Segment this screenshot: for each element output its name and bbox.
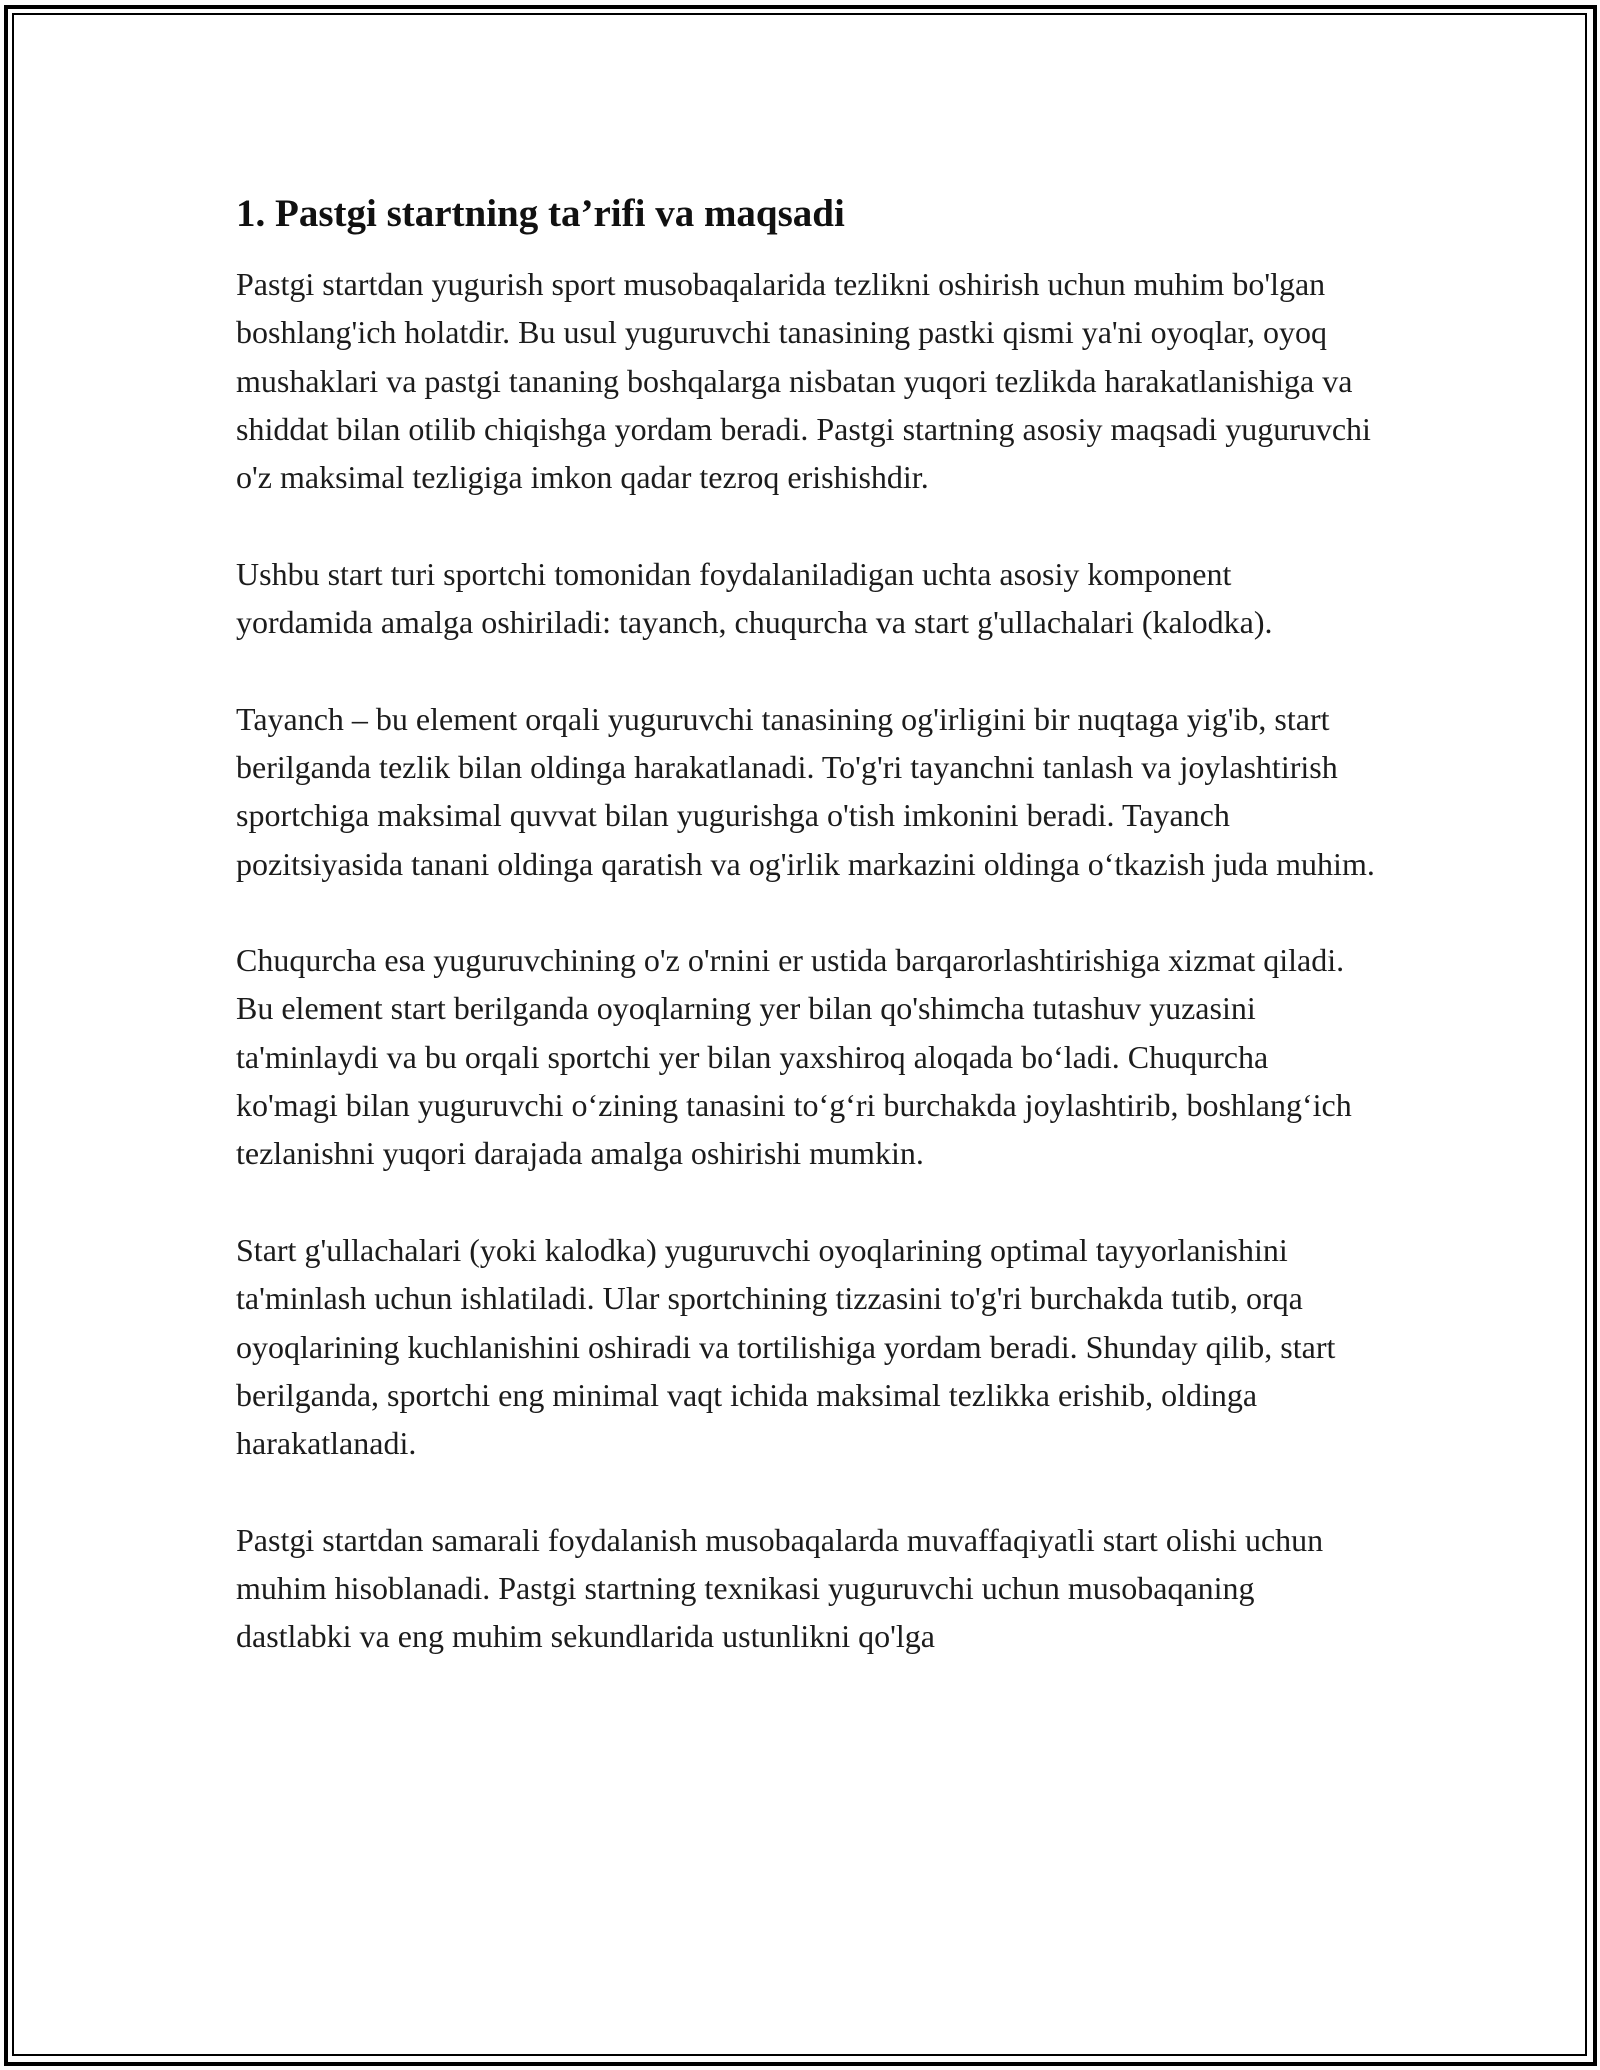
paragraph-chuqurcha: Chuqurcha esa yuguruvchining o'z o'rnini er ustida barqarorlashtirishiga xizmat qiladi. Bu element start berilganda oyoqlarning yer bilan qo'shimcha tutashuv yuzasini ta'minlaydi va bu orqali sportchi yer bilan yaxshiroq aloqada boʻladi. Chuqurcha ko'magi bilan yuguruvchi oʻzining tanasini toʻgʻri burchakda joylashtirib, boshlangʻich tezlanishni yuqori darajada amalga oshirishi mumkin. bbox=[236, 942, 1352, 1172]
section-heading: 1. Pastgi startning ta’rifi va maqsadi bbox=[236, 192, 845, 235]
paragraph-kalodka: Start g'ullachalari (yoki kalodka) yuguruvchi oyoqlarining optimal tayyorlanishini ta'minlash uchun ishlatiladi. Ular sportchining tizzasini to'g'ri burchakda tutib, orqa oyoqlarining kuchlanishini oshiradi va tortilishiga yordam beradi. Shunday qilib, start berilganda, sportchi eng minimal vaqt ichida maksimal tezlikka erishib, oldinga harakatlanadi. bbox=[236, 1231, 1336, 1462]
paragraph-conclusion: Pastgi startdan samarali foydalanish musobaqalarda muvaffaqiyatli start olishi uchun muhim hisoblanadi. Pastgi startning texnikasi yuguruvchi uchun musobaqaning dastlabki va eng muhim sekundlarida ustunlikni qo'lga bbox=[236, 1521, 1324, 1655]
paragraph-tayanch: Tayanch – bu element orqali yuguruvchi tanasining og'irligini bir nuqtaga yig'ib, start berilganda tezlik bilan oldinga harakatlanadi. To'g'ri tayanchni tanlash va joylashtirish sportchiga maksimal quvvat bilan yugurishga o'tish imkonini beradi. Tayanch pozitsiyasida tanani oldinga qaratish va og'irlik markazini oldinga oʻtkazish juda muhim. bbox=[236, 700, 1375, 882]
document-body bbox=[236, 186, 1376, 1661]
paragraph-definition: Pastgi startdan yugurish sport musobaqalarida tezlikni oshirish uchun muhim bo'lgan boshlang'ich holatdir. Bu usul yuguruvchi tanasining pastki qismi ya'ni oyoqlar, oyoq mushaklari va pastgi tananing boshqalarga nisbatan yuqori tezlikda harakatlanishiga va shiddat bilan otilib chiqishga yordam beradi. Pastgi startning asosiy maqsadi yuguruvchi o'z maksimal tezligiga imkon qadar tezroq erishishdir. bbox=[236, 266, 1371, 496]
paragraph-components: Ushbu start turi sportchi tomonidan foydalaniladigan uchta asosiy komponent yordamida amalga oshiriladi: tayanch, chuqurcha va start g'ullachalari (kalodka). bbox=[236, 555, 1273, 641]
